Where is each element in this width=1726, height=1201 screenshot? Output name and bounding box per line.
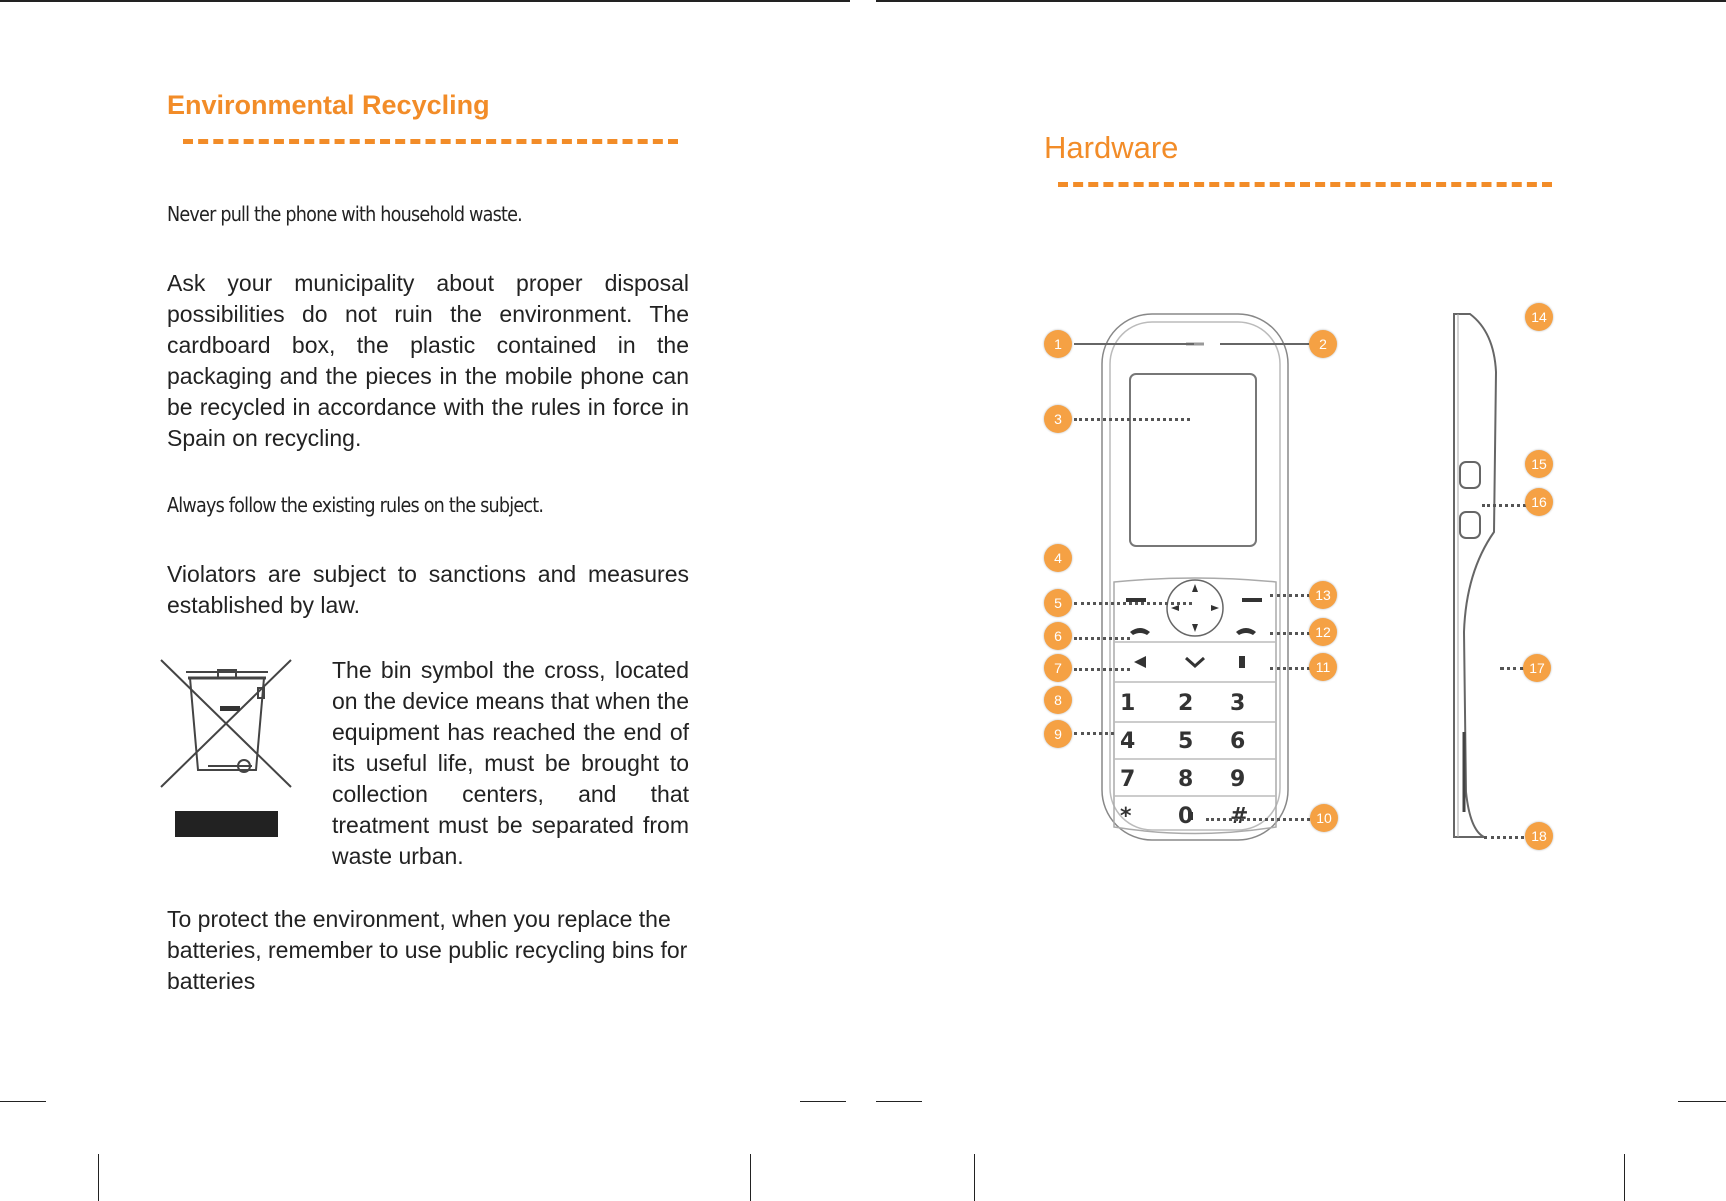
mobile-phone-front-illustration [1100,312,1290,842]
leader-line [1500,667,1524,670]
callout-badge: 12 [1309,618,1337,646]
svg-text:3: 3 [1230,691,1246,716]
callout-badge: 10 [1310,804,1338,832]
crop-mark [0,1101,46,1102]
svg-text:#: # [1230,804,1249,829]
callout-badge: 3 [1044,405,1072,433]
hardware-title: Hardware [1044,130,1179,165]
bin-symbol-paragraph: The bin symbol the cross, located on the device means that when the equipment has reached the end of its useful life, must be brought to collection centers, and that treatment must be separated from waste urban. [332,657,689,869]
leader-line [1220,343,1316,345]
svg-text:1: 1 [1120,691,1136,716]
callout-badge: 8 [1044,686,1072,714]
callout-badge: 2 [1309,330,1337,358]
leader-line [1270,632,1310,635]
svg-text:7: 7 [1120,767,1136,792]
callout-badge: 1 [1044,330,1072,358]
municipality-paragraph: Ask your municipality about proper disposal possibilities do not ruin the environment. The cardboard box, the plastic contained in the packaging and the pieces in the mobile phone can be recycled in accordance with the rules in force in Spain on recycling. [167,270,689,451]
svg-text:4: 4 [1120,729,1136,754]
page-title: Environmental Recycling [167,90,490,120]
crop-mark [800,1101,846,1102]
callout-badge: 4 [1044,544,1072,572]
callout-badge: 18 [1525,822,1553,850]
title-underline [183,139,678,144]
leader-line [1270,594,1310,597]
svg-text:6: 6 [1230,729,1246,754]
leader-line [1074,637,1130,640]
leader-line [1074,602,1192,605]
callout-badge: 15 [1525,450,1553,478]
svg-text:5: 5 [1178,729,1194,754]
svg-text:2: 2 [1178,691,1194,716]
svg-text:*: * [1120,804,1132,829]
weee-crossed-bin-icon [160,656,294,840]
leader-line [1074,668,1130,671]
crop-mark [1678,1101,1726,1102]
mobile-phone-side-illustration [1436,312,1504,842]
svg-text:0: 0 [1178,804,1194,829]
leader-line [1074,418,1190,421]
callout-badge: 5 [1044,589,1072,617]
svg-text:9: 9 [1230,767,1246,792]
callout-badge: 11 [1309,653,1337,681]
callout-badge: 9 [1044,720,1072,748]
callout-badge: 14 [1525,303,1553,331]
leader-line [1270,667,1310,670]
batteries-paragraph: To protect the environment, when you replace the batteries, remember to use public recycling bins for batteries [167,906,688,994]
household-waste-line: Never pull the phone with household waste. [167,202,522,226]
crop-mark [98,1154,99,1201]
callout-badge: 7 [1044,654,1072,682]
callout-badge: 6 [1044,622,1072,650]
top-rule-right [876,0,1726,2]
crop-mark [876,1101,922,1102]
rules-line: Always follow the existing rules on the subject. [167,493,544,517]
violators-paragraph: Violators are subject to sanctions and measures established by law. [167,561,689,618]
leader-line [1482,504,1526,507]
callout-badge: 17 [1523,654,1551,682]
hardware-underline [1058,182,1552,187]
crop-mark [974,1154,975,1201]
leader-line [1074,732,1114,735]
svg-text:8: 8 [1178,767,1194,792]
leader-line [1074,343,1194,345]
leader-line [1206,818,1310,821]
crop-mark [1624,1154,1625,1201]
callout-badge: 16 [1525,488,1553,516]
top-rule-left [0,0,850,2]
crop-mark [750,1154,751,1201]
callout-badge: 13 [1309,581,1337,609]
leader-line [1484,836,1524,839]
